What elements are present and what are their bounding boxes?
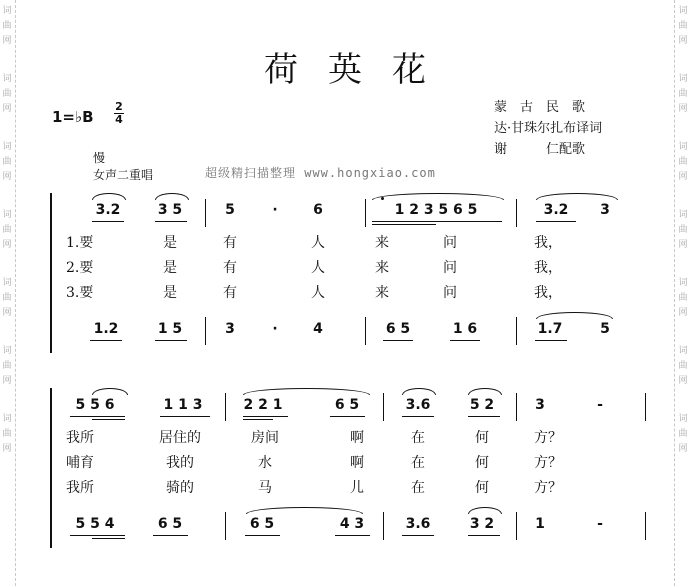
barline — [645, 393, 646, 421]
note-group: 5 5 4 — [75, 516, 115, 532]
note-group: 2 2 1 — [243, 397, 283, 413]
barline — [365, 199, 366, 227]
underline — [402, 535, 434, 536]
note-group: 5 5 6 — [75, 397, 115, 413]
side-watermark-char: 网 — [2, 36, 12, 46]
note-group: 1.2 — [93, 321, 119, 337]
side-watermark-char: 曲 — [2, 21, 12, 31]
side-watermark-char: 曲 — [2, 89, 12, 99]
side-watermark-char: 网 — [678, 240, 688, 250]
barline — [205, 317, 206, 345]
slur — [246, 507, 363, 514]
note-extension: · — [272, 202, 278, 218]
side-watermark-char: 词 — [2, 346, 12, 356]
side-watermark-char: 词 — [2, 6, 12, 16]
note-group: 3.2 — [95, 202, 121, 218]
credit-origin: 蒙 古 民 歌 — [494, 100, 586, 115]
barline — [365, 317, 366, 345]
site-watermark: 超级精扫描整理 www.hongxiao.com — [205, 166, 436, 180]
underline — [243, 419, 273, 420]
lyric: 儿 — [350, 480, 364, 496]
lyric: 骑的 — [166, 480, 194, 496]
underline — [155, 221, 187, 222]
note-group: 1 1 3 — [163, 397, 203, 413]
side-watermark-char: 网 — [678, 36, 688, 46]
lyric: 居住的 — [159, 430, 201, 446]
barline — [645, 512, 646, 540]
side-watermark-char: 曲 — [678, 361, 688, 371]
side-watermark-char: 网 — [678, 444, 688, 454]
note: 5 — [225, 202, 235, 218]
side-watermark-char: 曲 — [2, 157, 12, 167]
side-watermark-char: 网 — [678, 172, 688, 182]
time-signature: 2 4 — [115, 100, 123, 126]
slur — [402, 388, 436, 395]
lyric: 来 — [375, 285, 389, 301]
side-watermark-char: 词 — [678, 142, 688, 152]
note-group: 5 2 — [469, 397, 495, 413]
lyric: 马 — [258, 480, 272, 496]
lyric-verse-2-start: 2.要 — [66, 260, 94, 276]
lyric: 人 — [311, 285, 325, 301]
side-watermark-char: 网 — [678, 104, 688, 114]
side-watermark-char: 曲 — [2, 429, 12, 439]
barline — [225, 512, 226, 540]
note-group: 4 3 — [339, 516, 365, 532]
side-watermark-char: 词 — [678, 278, 688, 288]
side-watermark-char: 词 — [2, 74, 12, 84]
side-watermark-char: 网 — [2, 240, 12, 250]
note-group: 3 5 — [157, 202, 183, 218]
barline — [516, 393, 517, 421]
underline — [383, 340, 413, 341]
lyric: 是 — [163, 260, 177, 276]
barline — [516, 512, 517, 540]
system-bracket — [50, 193, 52, 353]
lyric: 有 — [223, 285, 237, 301]
note-group: 3 2 — [469, 516, 495, 532]
lyric: 水 — [258, 455, 272, 471]
note-group: 1 2 3 5 6 5 — [394, 202, 478, 218]
side-watermark-char: 曲 — [2, 293, 12, 303]
side-watermark-char: 曲 — [678, 21, 688, 31]
note: 4 — [313, 321, 323, 337]
lyric: 有 — [223, 235, 237, 251]
underline — [243, 416, 288, 417]
underline — [92, 538, 125, 539]
note: 5 — [600, 321, 610, 337]
side-watermark-char: 网 — [2, 308, 12, 318]
lyric: 问 — [443, 285, 457, 301]
lyric: 何 — [475, 430, 489, 446]
lyric: 人 — [311, 235, 325, 251]
barline — [383, 512, 384, 540]
underline — [330, 416, 365, 417]
underline — [153, 535, 188, 536]
lyric: 我的 — [166, 455, 194, 471]
note-group: 1.7 — [537, 321, 563, 337]
note-extension: - — [597, 516, 603, 532]
lyric: 在 — [411, 455, 425, 471]
side-watermark-char: 曲 — [678, 89, 688, 99]
lyric: 有 — [223, 260, 237, 276]
slur — [536, 193, 618, 200]
lyric: 我， — [534, 235, 562, 251]
underline — [402, 416, 434, 417]
side-watermark-char: 网 — [2, 376, 12, 386]
side-watermark-char: 曲 — [678, 157, 688, 167]
lyric: 我， — [534, 260, 562, 276]
lyric: 是 — [163, 235, 177, 251]
lyric: 人 — [311, 260, 325, 276]
underline — [535, 340, 567, 341]
side-watermark-char: 词 — [678, 74, 688, 84]
underline — [372, 221, 502, 222]
lyric: 来 — [375, 235, 389, 251]
side-watermark-char: 词 — [2, 210, 12, 220]
lyric: 我所 — [66, 430, 94, 446]
lyric: 房间 — [251, 430, 279, 446]
lyric: 来 — [375, 260, 389, 276]
underline — [245, 535, 280, 536]
slur — [92, 193, 126, 200]
voicing-marking: 女声二重唱 — [93, 168, 154, 182]
underline — [92, 419, 125, 420]
lyric-verse-1-start: 1.要 — [66, 235, 94, 251]
note-group: 6 5 — [385, 321, 411, 337]
slur — [536, 312, 613, 319]
side-watermark-char: 曲 — [2, 225, 12, 235]
underline — [70, 535, 125, 536]
credit-translator: 达·甘珠尔扎布译词 — [494, 121, 603, 136]
underline — [450, 340, 480, 341]
lyric: 何 — [475, 455, 489, 471]
lyric: 是 — [163, 285, 177, 301]
lyric: 啊 — [350, 455, 364, 471]
note-group: 1 6 — [452, 321, 478, 337]
note-group: 3.2 — [543, 202, 569, 218]
barline — [225, 393, 226, 421]
side-watermark-char: 网 — [2, 172, 12, 182]
note: 3 — [600, 202, 610, 218]
side-watermark-char: 词 — [2, 142, 12, 152]
underline — [468, 535, 500, 536]
credit-arranger: 谢 仁配歌 — [494, 142, 586, 157]
slur — [92, 388, 128, 395]
side-watermark-char: 词 — [678, 414, 688, 424]
lyric: 啊 — [350, 430, 364, 446]
note: 3 — [535, 397, 545, 413]
side-watermark-char: 网 — [2, 104, 12, 114]
note-group: 6 5 — [334, 397, 360, 413]
barline — [383, 393, 384, 421]
note: 6 — [313, 202, 323, 218]
side-watermark-char: 词 — [678, 6, 688, 16]
barline — [205, 199, 206, 227]
lyric: 方？ — [534, 455, 562, 471]
octave-dot — [381, 197, 384, 200]
song-title: 荷英花 — [264, 50, 456, 90]
side-watermark-char: 曲 — [678, 429, 688, 439]
underline — [70, 416, 125, 417]
note: 1 — [535, 516, 545, 532]
side-watermark-char: 网 — [678, 308, 688, 318]
system-bracket — [50, 388, 52, 548]
note-extension: · — [272, 321, 278, 337]
side-watermark-char: 网 — [2, 444, 12, 454]
note-group: 6 5 — [249, 516, 275, 532]
underline — [372, 224, 436, 225]
side-watermark-char: 词 — [678, 210, 688, 220]
side-watermark-char: 曲 — [2, 361, 12, 371]
lyric: 我， — [534, 285, 562, 301]
lyric: 哺育 — [66, 455, 94, 471]
barline — [516, 199, 517, 227]
side-watermark-char: 词 — [678, 346, 688, 356]
side-watermark-char: 词 — [2, 414, 12, 424]
lyric: 方？ — [534, 480, 562, 496]
barline — [516, 317, 517, 345]
note-group: 3.6 — [405, 516, 431, 532]
note-extension: - — [597, 397, 603, 413]
underline — [468, 416, 500, 417]
underline — [536, 221, 576, 222]
lyric: 我所 — [66, 480, 94, 496]
note: 3 — [225, 321, 235, 337]
side-watermark-char: 曲 — [678, 225, 688, 235]
side-watermark-char: 词 — [2, 278, 12, 288]
tempo-marking: 慢 — [93, 151, 106, 165]
note-group: 1 5 — [157, 321, 183, 337]
lyric: 何 — [475, 480, 489, 496]
slur — [468, 507, 502, 514]
side-watermark-char: 曲 — [678, 293, 688, 303]
lyric: 方？ — [534, 430, 562, 446]
lyric: 在 — [411, 480, 425, 496]
note-group: 3.6 — [405, 397, 431, 413]
side-watermark-char: 网 — [678, 376, 688, 386]
slur — [468, 388, 502, 395]
key-signature: 1=♭B — [52, 108, 94, 126]
lyric: 问 — [443, 235, 457, 251]
note-group: 6 5 — [157, 516, 183, 532]
lyric: 在 — [411, 430, 425, 446]
underline — [90, 340, 122, 341]
underline — [335, 535, 370, 536]
underline — [160, 416, 210, 417]
slur — [155, 193, 189, 200]
slur — [243, 388, 370, 395]
underline — [92, 221, 124, 222]
underline — [155, 340, 187, 341]
lyric: 问 — [443, 260, 457, 276]
slur — [372, 193, 504, 200]
lyric-verse-3-start: 3.要 — [66, 285, 94, 301]
